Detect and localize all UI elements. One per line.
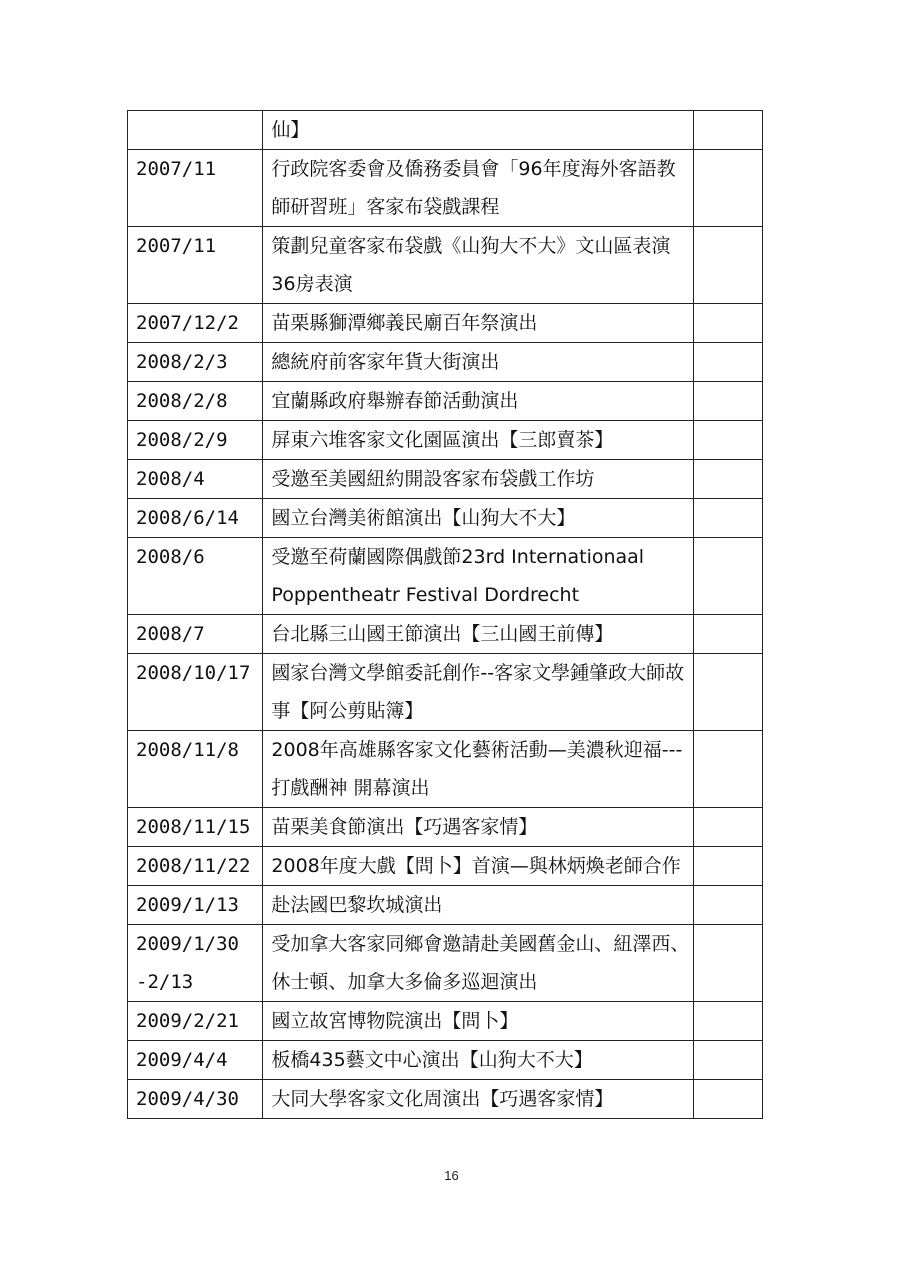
row-note <box>693 886 762 925</box>
row-description: 總統府前客家年貨大街演出 <box>263 343 693 382</box>
row-description: 國立故宮博物院演出【問卜】 <box>263 1002 693 1041</box>
table-row <box>128 538 763 615</box>
table-row <box>128 1002 763 1041</box>
row-date: 2008/11/22 <box>128 847 263 886</box>
row-description: 受邀至荷蘭國際偶戲節23rd Internationaal Poppentheatr Festival Dordrecht <box>263 538 693 615</box>
row-date: 2009/2/21 <box>128 1002 263 1041</box>
row-description: 台北縣三山國王節演出【三山國王前傳】 <box>263 615 693 654</box>
row-note <box>693 304 762 343</box>
row-description: 行政院客委會及僑務委員會「96年度海外客語教師研習班」客家布袋戲課程 <box>263 150 693 227</box>
row-date: 2007/11 <box>128 227 263 304</box>
row-date: 2009/1/13 <box>128 886 263 925</box>
row-description: 2008年高雄縣客家文化藝術活動—美濃秋迎福---打戲酬神 開幕演出 <box>263 731 693 808</box>
table-row <box>128 304 763 343</box>
table-row <box>128 615 763 654</box>
row-note <box>693 1041 762 1080</box>
table-row <box>128 808 763 847</box>
row-note <box>693 227 762 304</box>
row-description: 受加拿大客家同鄉會邀請赴美國舊金山、紐澤西、休士頓、加拿大多倫多巡迴演出 <box>263 925 693 1002</box>
table-body <box>128 111 763 1119</box>
row-date: 2008/2/8 <box>128 382 263 421</box>
row-note <box>693 111 762 150</box>
table-row <box>128 343 763 382</box>
row-date: 2008/2/3 <box>128 343 263 382</box>
row-note <box>693 538 762 615</box>
row-note <box>693 654 762 731</box>
row-date: 2008/2/9 <box>128 421 263 460</box>
row-description: 赴法國巴黎坎城演出 <box>263 886 693 925</box>
table-row <box>128 382 763 421</box>
row-description: 國家台灣文學館委託創作--客家文學鍾肇政大師故事【阿公剪貼簿】 <box>263 654 693 731</box>
row-description: 策劃兒童客家布袋戲《山狗大不大》文山區表演36房表演 <box>263 227 693 304</box>
row-date: 2008/6/14 <box>128 499 263 538</box>
row-date <box>128 111 263 150</box>
row-note <box>693 808 762 847</box>
row-note <box>693 925 762 1002</box>
table-row <box>128 654 763 731</box>
row-date: 2007/11 <box>128 150 263 227</box>
row-description: 苗栗美食節演出【巧遇客家情】 <box>263 808 693 847</box>
row-date: 2009/4/4 <box>128 1041 263 1080</box>
table-row <box>128 421 763 460</box>
row-note <box>693 382 762 421</box>
table-row <box>128 925 763 1002</box>
row-note <box>693 731 762 808</box>
table-row <box>128 1080 763 1119</box>
table-row <box>128 499 763 538</box>
row-description: 2008年度大戲【問卜】首演—與林炳煥老師合作 <box>263 847 693 886</box>
row-date: 2008/7 <box>128 615 263 654</box>
table-row <box>128 460 763 499</box>
row-date: 2008/4 <box>128 460 263 499</box>
table-row <box>128 847 763 886</box>
row-description: 仙】 <box>263 111 693 150</box>
row-note <box>693 847 762 886</box>
table-row <box>128 227 763 304</box>
row-date: 2009/1/30 -2/13 <box>128 925 263 1002</box>
events-table <box>127 110 763 1119</box>
table-row <box>128 886 763 925</box>
table-row <box>128 1041 763 1080</box>
row-description: 板橋435藝文中心演出【山狗大不大】 <box>263 1041 693 1080</box>
table-row <box>128 731 763 808</box>
row-date: 2008/10/17 <box>128 654 263 731</box>
row-description: 苗栗縣獅潭鄉義民廟百年祭演出 <box>263 304 693 343</box>
row-note <box>693 1002 762 1041</box>
row-note <box>693 150 762 227</box>
row-description: 大同大學客家文化周演出【巧遇客家情】 <box>263 1080 693 1119</box>
row-date: 2008/11/8 <box>128 731 263 808</box>
row-note <box>693 615 762 654</box>
table-row <box>128 150 763 227</box>
row-date: 2008/11/15 <box>128 808 263 847</box>
row-description: 國立台灣美術館演出【山狗大不大】 <box>263 499 693 538</box>
row-description: 屏東六堆客家文化園區演出【三郎賣茶】 <box>263 421 693 460</box>
row-note <box>693 421 762 460</box>
table-row <box>128 111 763 150</box>
row-date: 2007/12/2 <box>128 304 263 343</box>
row-description: 受邀至美國紐約開設客家布袋戲工作坊 <box>263 460 693 499</box>
row-note <box>693 499 762 538</box>
row-date: 2008/6 <box>128 538 263 615</box>
row-description: 宜蘭縣政府舉辦春節活動演出 <box>263 382 693 421</box>
row-note <box>693 1080 762 1119</box>
row-note <box>693 460 762 499</box>
row-note <box>693 343 762 382</box>
row-date: 2009/4/30 <box>128 1080 263 1119</box>
page-number: 16 <box>444 1168 459 1183</box>
